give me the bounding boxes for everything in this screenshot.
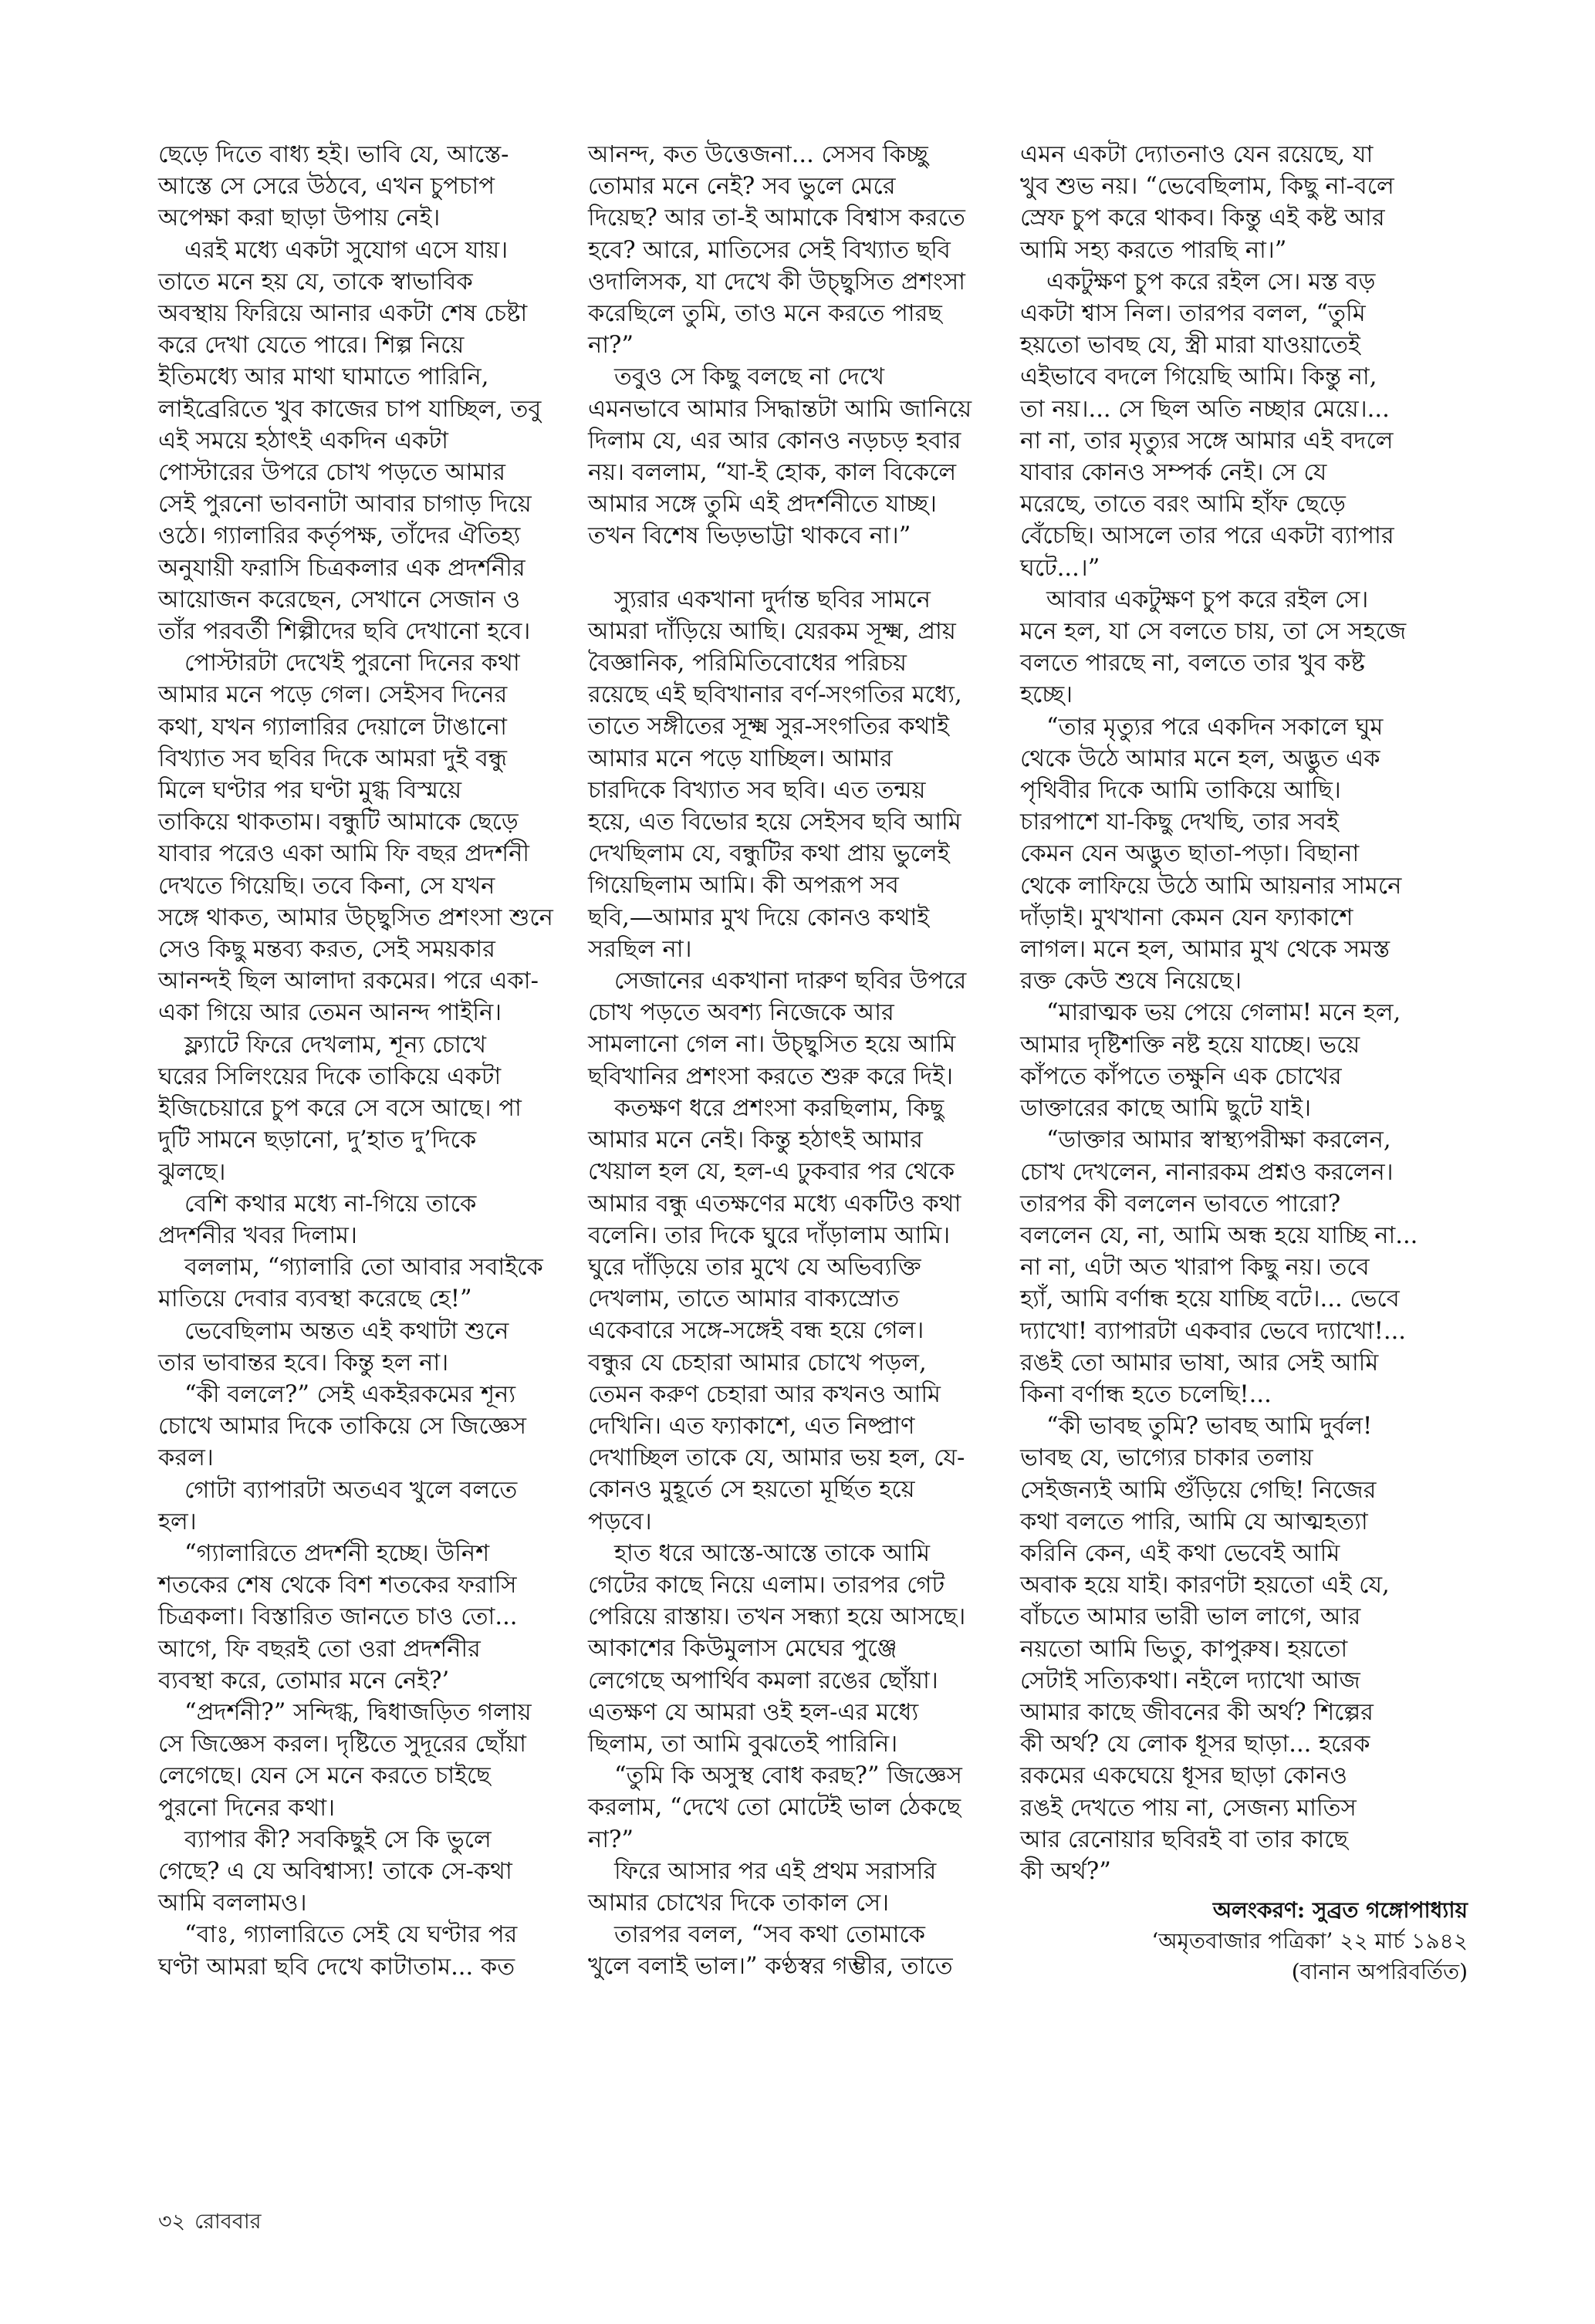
- paragraph: হাত ধরে আস্তে-আস্তে তাকে আমি গেটের কাছে নিয়ে এলাম। তারপর গেট পেরিয়ে রাস্তায়। তখন সন্ধ্যা হয়ে আসছে। আকাশের কিউমুলাস মেঘের পুঞ্জে লেগেছে অপার্থিব কমলা রঙের ছোঁয়া। এতক্ষণ যে আমরা ওই হল-এর মধ্যে ছিলাম, তা আমি বুঝতেই পারিনি।: [588, 1539, 966, 1758]
- paragraph: ভেবেছিলাম অন্তত এই কথাটা শুনে তার ভাবান্তর হবে। কিন্তু হল না।: [158, 1317, 509, 1376]
- paragraph: “কী ভাবছ তুমি? ভাবছ আমি দুর্বল! ভাবছ যে, ভাগ্যের চাকার তলায় সেইজন্যই আমি গুঁড়িয়ে গেছি! নিজের কথা বলতে পারি, আমি যে আত্মহত্যা করিনি কেন, এই কথা ভেবেই আমি অবাক হয়ে যাই। কারণটা হয়তো এই যে, বাঁচতে আমার ভারী ভাল লাগে, আর নয়তো আমি ভিতু, কাপুরুষ। হয়তো সেটাই সত্যিকথা। নইলে দ্যাখো আজ আমার কাছে জীবনের কী অর্থ? শিল্পের কী অর্থ? যে লোক ধূসর ছাড়া... হরেক রকমের একঘেয়ে ধূসর ছাড়া কোনও রঙই দেখতে পায় না, সেজন্য মাতিস আর রেনোয়ার ছবিরই বা তার কাছে কী অর্থ?”: [1020, 1413, 1390, 1885]
- paragraph: “তুমি কি অসুস্থ বোধ করছ?” জিজ্ঞেস করলাম, “দেখে তো মোটেই ভাল ঠেকছে না?”: [588, 1762, 962, 1853]
- paragraph: তারপর বলল, “সব কথা তোমাকে খুলে বলাই ভাল।” কণ্ঠস্বর গম্ভীর, তাতে: [588, 1921, 953, 1981]
- paragraph: “কী বললে?” সেই একইরকমের শূন্য চোখে আমার দিকে তাকিয়ে সে জিজ্ঞেস করল।: [158, 1380, 527, 1472]
- paragraph: স্যুরার একখানা দুর্দান্ত ছবির সামনে আমরা দাঁড়িয়ে আছি। যেরকম সূক্ষ্ম, প্রায় বৈজ্ঞানিক, পরিমিতিবোধের পরিচয় রয়েছে এই ছবিখানার বর্ণ-সংগতির মধ্যে, তাতে সঙ্গীতের সূক্ষ্ম সুর-সংগতির কথাই আমার মনে পড়ে যাচ্ছিল। আমার চারদিকে বিখ্যাত সব ছবি। এত তন্ময় হয়ে, এত বিভোর হয়ে সেইসব ছবি আমি দেখছিলাম যে, বন্ধুটির কথা প্রায় ভুলেই গিয়েছিলাম আমি। কী অপরূপ সব ছবি,—আমার মুখ দিয়ে কোনও কথাই সরছিল না।: [588, 586, 962, 963]
- paragraph: “তার মৃত্যুর পরে একদিন সকালে ঘুম থেকে উঠে আমার মনে হল, অদ্ভুত এক পৃথিবীর দিকে আমি তাকিয়ে আছি। চারপাশে যা-কিছু দেখছি, তার সবই কেমন যেন অদ্ভুত ছাতা-পড়া। বিছানা থেকে লাফিয়ে উঠে আমি আয়নার সামনে দাঁড়াই। মুখখানা কেমন যেন ফ্যাকাশে লাগল। মনে হল, আমার মুখ থেকে সমস্ত রক্ত কেউ শুষে নিয়েছে।: [1020, 713, 1402, 995]
- paragraph: পোস্টারটা দেখেই পুরনো দিনের কথা আমার মনে পড়ে গেল। সেইসব দিনের কথা, যখন গ্যালারির দেয়ালে টাঙানো বিখ্যাত সব ছবির দিকে আমরা দুই বন্ধু মিলে ঘণ্টার পর ঘণ্টা মুগ্ধ বিস্ময়ে তাকিয়ে থাকতাম। বন্ধুটি আমাকে ছেড়ে যাবার পরেও একা আমি ফি বছর প্রদর্শনী দেখতে গিয়েছি। তবে কিনা, সে যখন সঙ্গে থাকত, আমার উচ্ছ্বসিত প্রশংসা শুনে সেও কিছু মন্তব্য করত, সেই সময়কার আনন্দই ছিল আলাদা রকমের। পরে একা- একা গিয়ে আর তেমন আনন্দ পাইনি।: [158, 650, 553, 1027]
- paragraph: ছেড়ে দিতে বাধ্য হই। ভাবি যে, আস্তে- আস্তে সে সেরে উঠবে, এখন চুপচাপ অপেক্ষা করা ছাড়া উপায় নেই।: [158, 141, 509, 232]
- paragraph: ব্যাপার কী? সবকিছুই সে কি ভুলে গেছে? এ যে অবিশ্বাস্য! তাকে সে-কথা আমি বললামও।: [158, 1826, 512, 1917]
- paragraph: এরই মধ্যে একটা সুযোগ এসে যায়। তাতে মনে হয় যে, তাকে স্বাভাবিক অবস্থায় ফিরিয়ে আনার একটা শেষ চেষ্টা করে দেখা যেতে পারে। শিল্প নিয়ে ইতিমধ্যে আর মাথা ঘামাতে পারিনি, লাইব্রেরিতে খুব কাজের চাপ যাচ্ছিল, তবু এই সময়ে হঠাৎই একদিন একটা পোস্টারের উপরে চোখ পড়তে আমার সেই পুরনো ভাবনাটা আবার চাগাড় দিয়ে ওঠে। গ্যালারির কর্তৃপক্ষ, তাঁদের ঐতিহ্য অনুযায়ী ফরাসি চিত্রকলার এক প্রদর্শনীর আয়োজন করেছেন, সেখানে সেজান ও তাঁর পরবর্তী শিল্পীদের ছবি দেখানো হবে।: [158, 236, 542, 646]
- paragraph: “গ্যালারিতে প্রদর্শনী হচ্ছে। উনিশ শতকের শেষ থেকে বিশ শতকের ফরাসি চিত্রকলা। বিস্তারিত জানতে চাও তো... আগে, ফি বছরই তো ওরা প্রদর্শনীর ব্যবস্থা করে, তোমার মনে নেই?’: [158, 1539, 518, 1694]
- paragraph: বললাম, “গ্যালারি তো আবার সবাইকে মাতিয়ে দেবার ব্যবস্থা করেছে হে!”: [158, 1254, 543, 1313]
- paragraph: একটুক্ষণ চুপ করে রইল সে। মস্ত বড় একটা শ্বাস নিল। তারপর বলল, “তুমি হয়তো ভাবছ যে, স্ত্রী মারা যাওয়াতেই এইভাবে বদলে গিয়েছি আমি। কিন্তু না, তা নয়।... সে ছিল অতি নচ্ছার মেয়ে।... না না, তার মৃত্যুর সঙ্গে আমার এই বদলে যাবার কোনও সম্পর্ক নেই। সে যে মরেছে, তাতে বরং আমি হাঁফ ছেড়ে বেঁচেছি। আসলে তার পরে একটা ব্যাপার ঘটে...।”: [1020, 268, 1394, 582]
- page-number: ৩২: [158, 2210, 186, 2234]
- paragraph: আনন্দ, কত উত্তেজনা... সেসব কিচ্ছু তোমার মনে নেই? সব ভুলে মেরে দিয়েছ? আর তা-ই আমাকে বিশ্বাস করতে হবে? আরে, মাতিসের সেই বিখ্যাত ছবি ওদালিসক, যা দেখে কী উচ্ছ্বসিত প্রশংসা করেছিলে তুমি, তাও মনে করতে পারছ না?”: [588, 141, 965, 360]
- text-column-2: [588, 139, 1036, 1983]
- text-column-1: [158, 139, 606, 1983]
- paragraph: “বাঃ, গ্যালারিতে সেই যে ঘণ্টার পর ঘণ্টা আমরা ছবি দেখে কাটাতাম... কত: [158, 1921, 518, 1981]
- source-credit: ‘অমৃতবাজার পত্রিকা’ ২২ মার্চ ১৯৪২: [1151, 1928, 1468, 1954]
- paragraph: আবার একটুক্ষণ চুপ করে রইল সে। মনে হল, যা সে বলতে চায়, তা সে সহজে বলতে পারছে না, বলতে তার খুব কষ্ট হচ্ছে।: [1020, 586, 1407, 709]
- paragraph: ফিরে আসার পর এই প্রথম সরাসরি আমার চোখের দিকে তাকাল সে।: [588, 1857, 937, 1917]
- paragraph: তবুও সে কিছু বলছে না দেখে এমনভাবে আমার সিদ্ধান্তটা আমি জানিয়ে দিলাম যে, এর আর কোনও নড়চড় হবার নয়। বললাম, “যা-ই হোক, কাল বিকেলে আমার সঙ্গে তুমি এই প্রদর্শনীতে যাচ্ছ। তখন বিশেষ ভিড়ভাট্টা থাকবে না।”: [588, 363, 972, 550]
- paragraph: “প্রদর্শনী?” সন্দিগ্ধ, দ্বিধাজড়িত গলায় সে জিজ্ঞেস করল। দৃষ্টিতে সুদূরের ছোঁয়া লেগেছে। যেন সে মনে করতে চাইছে পুরনো দিনের কথা।: [158, 1698, 532, 1822]
- article-credits: [1020, 1895, 1468, 1988]
- illustration-credit: অলংকরণ: সুব্রত গঙ্গোপাধ্যায়: [1212, 1897, 1468, 1924]
- paragraph: গোটা ব্যাপারটা অতএব খুলে বলতে হল।: [158, 1476, 518, 1535]
- paragraph: কতক্ষণ ধরে প্রশংসা করছিলাম, কিছু আমার মনে নেই। কিন্তু হঠাৎই আমার খেয়াল হল যে, হল-এ ঢুকবার পর থেকে আমার বন্ধু এতক্ষণের মধ্যে একটিও কথা বলেনি। তার দিকে ঘুরে দাঁড়ালাম আমি। ঘুরে দাঁড়িয়ে তার মুখে যে অভিব্যক্তি দেখলাম, তাতে আমার বাক্যস্রোত একেবারে সঙ্গে-সঙ্গেই বন্ধ হয়ে গেল। বন্ধুর যে চেহারা আমার চোখে পড়ল, তেমন করুণ চেহারা আর কখনও আমি দেখিনি। এত ফ্যাকাশে, এত নিষ্প্রাণ দেখাচ্ছিল তাকে যে, আমার ভয় হল, যে- কোনও মুহূর্তে সে হয়তো মূর্ছিত হয়ে পড়বে।: [588, 1094, 965, 1535]
- spelling-note: (বানান অপরিবর্তিত): [1291, 1959, 1468, 1985]
- paragraph: “ডাক্তার আমার স্বাস্থ্যপরীক্ষা করলেন, চোখ দেখলেন, নানারকম প্রশ্নও করলেন। তারপর কী বললেন ভাবতে পারো? বললেন যে, না, আমি অন্ধ হয়ে যাচ্ছি না... না না, এটা অত খারাপ কিছু নয়। তবে হ্যাঁ, আমি বর্ণান্ধ হয়ে যাচ্ছি বটে।... ভেবে দ্যাখো! ব্যাপারটা একবার ভেবে দ্যাখো!... রঙই তো আমার ভাষা, আর সেই আমি কিনা বর্ণান্ধ হতে চলেছি!...: [1020, 1127, 1418, 1408]
- page-footer: [158, 2208, 271, 2236]
- paragraph: সেজানের একখানা দারুণ ছবির উপরে চোখ পড়তে অবশ্য নিজেকে আর সামলানো গেল না। উচ্ছ্বসিত হয়ে আমি ছবিখানির প্রশংসা করতে শুরু করে দিই।: [588, 968, 967, 1090]
- paragraph: বেশি কথার মধ্যে না-গিয়ে তাকে প্রদর্শনীর খবর দিলাম।: [158, 1190, 477, 1249]
- text-column-3: [1020, 139, 1468, 1988]
- paragraph: এমন একটা দ্যোতনাও যেন রয়েছে, যা খুব শুভ নয়। “ভেবেছিলাম, কিছু না-বলে স্রেফ চুপ করে থাকব। কিন্তু এই কষ্ট আর আমি সহ্য করতে পারছি না।”: [1020, 141, 1394, 264]
- paragraph: ফ্ল্যাটে ফিরে দেখলাম, শূন্য চোখে ঘরের সিলিংয়ের দিকে তাকিয়ে একটা ইজিচেয়ারে চুপ করে সে বসে আছে। পা দুটি সামনে ছড়ানো, দু’হাত দু’দিকে ঝুলছে।: [158, 1031, 522, 1186]
- section-break: [588, 552, 1036, 584]
- paragraph: “মারাত্মক ভয় পেয়ে গেলাম! মনে হল, আমার দৃষ্টিশক্তি নষ্ট হয়ে যাচ্ছে। ভয়ে কাঁপতে কাঁপতে তক্ষুনি এক চোখের ডাক্তারের কাছে আমি ছুটে যাই।: [1020, 999, 1401, 1123]
- section-name: রোববার: [194, 2210, 262, 2234]
